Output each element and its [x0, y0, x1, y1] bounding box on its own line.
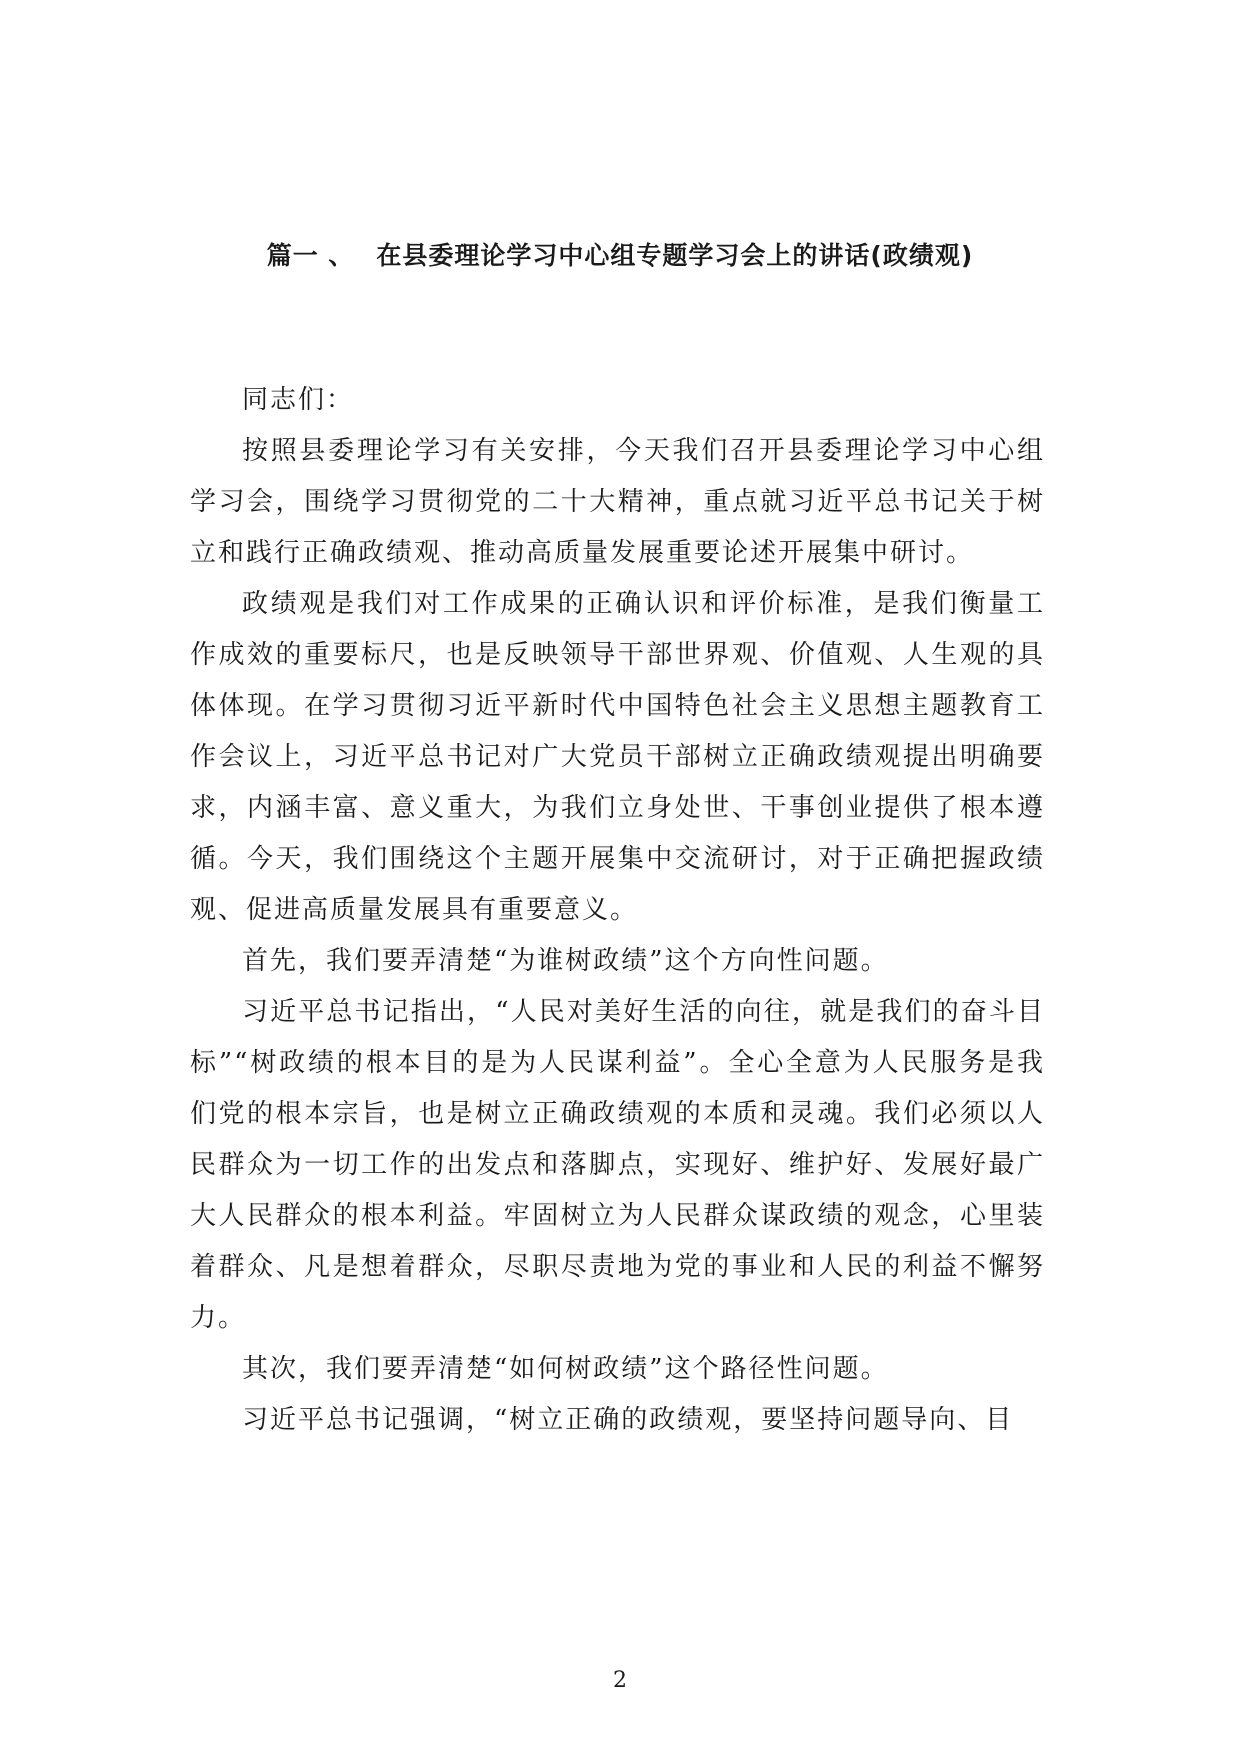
page-number: 2 [613, 1668, 627, 1693]
paragraph: 按照县委理论学习有关安排，今天我们召开县委理论学习中心组学习会，围绕学习贯彻党的二十大精神，重点就习近平总书记关于树立和践行正确政绩观、推动高质量发展重要论述开展集中研讨。 [190, 436, 1045, 568]
document-title [0, 236, 1240, 272]
paragraph: 习近平总书记指出，“人民对美好生活的向往，就是我们的奋斗目标”“树政绩的根本目的是为人民谋利益”。全心全意为人民服务是我们党的根本宗旨，也是树立正确政绩观的本质和灵魂。我们必须以人民群众为一切工作的出发点和落脚点，实现好、维护好、发展好最广大人民群众的根本利益。牢固树立为人民群众谋政绩的观念，心里装着群众、凡是想着群众，尽职尽责地为党的事业和人民的利益不懈努力。 [190, 997, 1045, 1333]
document-body [190, 375, 1045, 1446]
paragraph-section-heading: 首先，我们要弄清楚“为谁树政绩”这个方向性问题。 [242, 946, 889, 976]
paragraph: 政绩观是我们对工作成果的正确认识和评价标准，是我们衡量工作成效的重要标尺，也是反映领导干部世界观、价值观、人生观的具体体现。在学习贯彻习近平新时代中国特色社会主义思想主题教育工作会议上，习近平总书记对广大党员干部树立正确政绩观提出明确要求，内涵丰富、意义重大，为我们立身处世、干事创业提供了根本遵循。今天，我们围绕这个主题开展集中交流研讨，对于正确把握政绩观、促进高质量发展具有重要意义。 [190, 589, 1045, 925]
paragraph-section-heading: 其次，我们要弄清楚“如何树政绩”这个路径性问题。 [242, 1354, 889, 1384]
title-text: 在县委理论学习中心组专题学习会上的讲话(政绩观) [376, 241, 974, 270]
title-prefix: 篇一 、 [266, 241, 355, 270]
paragraph-salutation: 同志们： [242, 385, 355, 415]
paragraph: 习近平总书记强调，“树立正确的政绩观，要坚持问题导向、目 [242, 1405, 1014, 1435]
